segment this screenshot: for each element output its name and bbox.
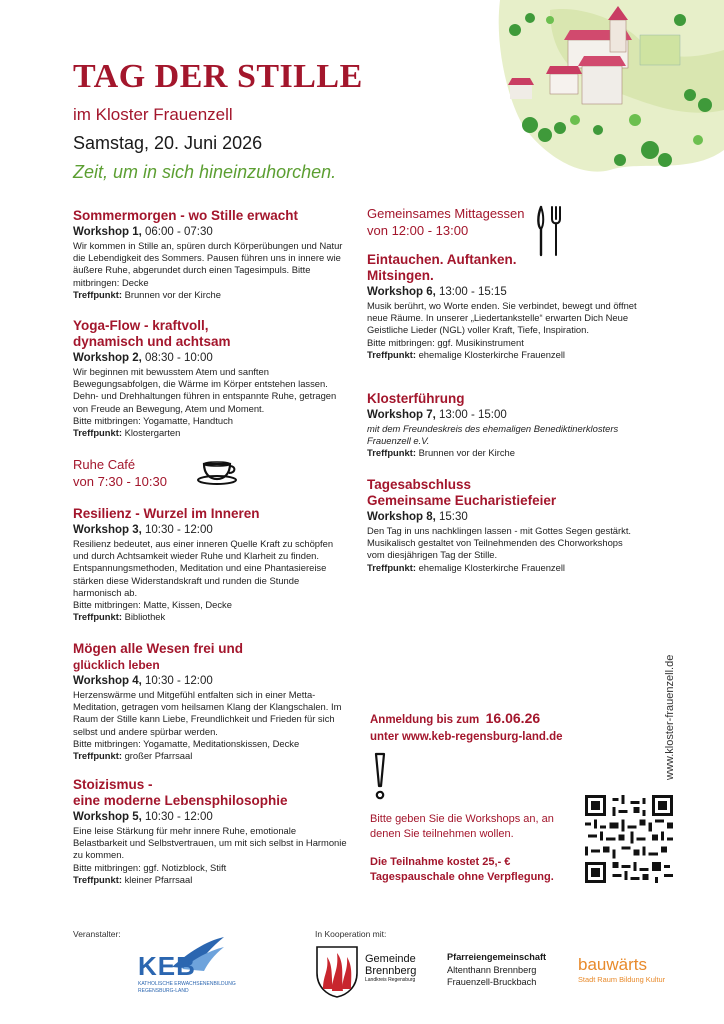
- workshop-7: [367, 391, 642, 460]
- cooperation-label: In Kooperation mit:: [315, 929, 387, 939]
- workshop-6: [367, 252, 642, 361]
- workshop-8-heading-1: Tagesabschluss: [367, 477, 472, 492]
- lunch-time: von 12:00 - 13:00: [367, 223, 469, 238]
- bauwaerts-subtitle: Stadt Raum Bildung Kultur: [578, 975, 666, 984]
- workshop-6-time: 13:00 - 15:15: [439, 286, 507, 298]
- meeting-point-label: Treffpunkt:: [73, 750, 122, 762]
- fee-info: Die Teilnahme kostet 25,- € Tagespauschale ohne Verpflegung.: [370, 856, 554, 883]
- workshop-3-label: Workshop 3,: [73, 524, 142, 536]
- pfarrei-line-1: Altenthann Brennberg: [447, 964, 537, 975]
- bauwaerts-logo: [578, 955, 665, 984]
- website-vertical[interactable]: www.kloster-frauenzell.de: [664, 654, 676, 780]
- workshop-6-heading-1: Eintauchen. Auftanken.: [367, 252, 517, 267]
- workshop-4-heading-1: Mögen alle Wesen frei und: [73, 641, 244, 656]
- workshop-6-desc: Musik berührt, wo Worte enden. Sie verbindet, bewegt und öffnet neue Räume. In unserer „Liedertankstelle“ erwarten Dich Neue Geistliche Lieder (NGL) voller Kraft, Tiefe, Inspiration.: [367, 300, 637, 336]
- page-title: TAG DER STILLE: [73, 58, 363, 95]
- workshop-6-label: Workshop 6,: [367, 286, 436, 298]
- workshop-4-label: Workshop 4,: [73, 675, 142, 687]
- workshop-2-heading-2: dynamisch und achtsam: [73, 334, 231, 349]
- workshop-5-time: 10:30 - 12:00: [145, 811, 213, 823]
- coffee-cup-icon: [196, 458, 240, 486]
- workshop-7-organizer: mit dem Freundeskreis des ehemaligen Benediktinerklosters Frauenzell e.V.: [367, 423, 619, 447]
- gemeinde-line-2: Brennberg: [365, 965, 417, 977]
- workshop-8-meeting-point: ehemalige Klosterkirche Frauenzell: [418, 561, 565, 573]
- workshop-2: [73, 318, 348, 439]
- keb-line-1: KATHOLISCHE ERWACHSENENBILDUNG: [138, 981, 236, 987]
- workshop-4-meeting-point: großer Pfarrsaal: [124, 750, 193, 762]
- pfarrei-title: Pfarreiengemeinschaft: [447, 952, 547, 962]
- keb-logo: [138, 933, 236, 1003]
- workshop-5-desc: Eine leise Stärkung für mehr innere Ruhe, emotionale Belastbarkeit und Selbstvertrauen, um mit sich selbst in Harmonie zu kommen.: [73, 825, 347, 861]
- workshop-4-bring: Bitte mitbringen: Yogamatte, Meditationskissen, Decke: [73, 737, 300, 749]
- tagline: Zeit, um in sich hineinzuhorchen.: [73, 162, 337, 182]
- workshop-8-desc: Den Tag in uns nachklingen lassen - mit Gottes Segen gestärkt. Musikalisch gestaltet von Teilnehmenden des Chorworkshops vom diesjährigen Tag der Stille.: [367, 525, 632, 561]
- coat-of-arms-icon: [315, 945, 359, 999]
- workshop-1-meeting-point: Brunnen vor der Kirche: [124, 288, 221, 300]
- workshop-1-heading: Sommermorgen - wo Stille erwacht: [73, 208, 299, 223]
- keb-line-2: REGENSBURG-LAND: [138, 988, 189, 994]
- monastery-illustration: [490, 0, 724, 190]
- workshop-6-meeting-point: ehemalige Klosterkirche Frauenzell: [418, 348, 565, 360]
- workshop-2-label: Workshop 2,: [73, 352, 142, 364]
- workshop-8-heading-2: Gemeinsame Eucharistiefeier: [367, 493, 557, 508]
- workshop-2-desc: Wir beginnen mit bewusstem Atem und sanften Bewegungsabfolgen, die Wärme im Körper entstehen lassen. Dehn- und Drehhaltungen führen in entspannte Ruhe, getragen von Freude an Bewegung, Atem und Moment.: [73, 366, 337, 414]
- gemeinde-logo: [315, 945, 435, 1000]
- cafe-info: [73, 456, 167, 490]
- workshop-4-heading-2: glücklich leben: [73, 658, 160, 672]
- keb-wordmark: KEB: [138, 951, 196, 981]
- workshop-7-heading: Klosterführung: [367, 391, 465, 406]
- workshop-5-heading-2: eine moderne Lebensphilosophie: [73, 793, 288, 808]
- page-subtitle: im Kloster Frauenzell: [73, 105, 233, 124]
- workshop-7-label: Workshop 7,: [367, 409, 436, 421]
- meeting-point-label: Treffpunkt:: [73, 288, 122, 300]
- meeting-point-label: Treffpunkt:: [73, 873, 122, 885]
- registration-deadline-date: 16.06.26: [485, 710, 541, 726]
- workshop-4-desc: Herzenswärme und Mitgefühl entfalten sich in einer Metta-Meditation, getragen vom heilsamen Klang der Klangschalen. Im Raum der Stille kann Liebe, Freundlichkeit und Frieden für sich selbst und andere spürbar werden.: [73, 689, 342, 737]
- workshop-7-time: 13:00 - 15:00: [439, 409, 507, 421]
- workshop-5-heading-1: Stoizismus -: [73, 777, 153, 792]
- workshop-4: [73, 641, 348, 762]
- workshop-3-desc: Resilienz bedeutet, aus einer inneren Quelle Kraft zu schöpfen und durch Achtsamkeit wieder Ruhe und Klarheit zu finden. Entspannungsmethoden, Meditation und eine Phantasiereise stärken diese Widerstandskraft und runden die Stunde harmonisch ab.: [73, 538, 334, 598]
- workshop-3-heading: Resilienz - Wurzel im Inneren: [73, 506, 260, 521]
- workshop-3-time: 10:30 - 12:00: [145, 524, 213, 536]
- qr-code[interactable]: [585, 795, 673, 883]
- cafe-time: von 7:30 - 10:30: [73, 474, 167, 489]
- registration-info: [370, 710, 610, 746]
- workshop-6-heading-2: Mitsingen.: [367, 268, 434, 283]
- workshop-3: [73, 506, 348, 623]
- exclamation-icon: [370, 752, 390, 802]
- gemeinde-line-1: Gemeinde: [365, 953, 416, 965]
- pfarrei-info: [447, 951, 546, 989]
- pfarrei-line-2: Frauenzell-Bruckbach: [447, 977, 537, 987]
- workshop-2-time: 08:30 - 10:00: [145, 352, 213, 364]
- workshop-8-label: Workshop 8,: [367, 511, 436, 523]
- workshop-1-label: Workshop 1,: [73, 226, 142, 238]
- workshop-2-heading-1: Yoga-Flow - kraftvoll,: [73, 318, 209, 333]
- workshop-2-meeting-point: Klostergarten: [124, 427, 181, 439]
- workshop-1-time: 06:00 - 07:30: [145, 226, 213, 238]
- workshop-5-bring: Bitte mitbringen: ggf. Notizblock, Stift: [73, 861, 227, 873]
- workshop-8: [367, 477, 642, 574]
- workshop-3-bring: Bitte mitbringen: Matte, Kissen, Decke: [73, 599, 232, 611]
- workshop-5-meeting-point: kleiner Pfarrsaal: [124, 873, 193, 885]
- workshop-2-bring: Bitte mitbringen: Yogamatte, Handtuch: [73, 414, 233, 426]
- meeting-point-label: Treffpunkt:: [73, 611, 122, 623]
- registration-link[interactable]: unter www.keb-regensburg-land.de: [370, 731, 563, 743]
- gemeinde-line-3: Landkreis Regensburg: [365, 977, 416, 983]
- workshop-1-desc: Wir kommen in Stille an, spüren durch Körperübungen und Natur die Lebendigkeit des Sommers. Pausen führen uns in innere wie äußere Ruhe, abgerundet durch einen Tagesimpuls. Bitte mitbringen: Decke: [73, 240, 343, 288]
- meeting-point-label: Treffpunkt:: [73, 427, 122, 439]
- organizer-label: Veranstalter:: [73, 929, 121, 939]
- workshop-note: Bitte geben Sie die Workshops an, an denen Sie teilnehmen wollen.: [370, 813, 554, 840]
- workshop-1: [73, 208, 348, 301]
- bauwaerts-wordmark: bauwärts: [578, 955, 647, 974]
- workshop-7-meeting-point: Brunnen vor der Kirche: [418, 447, 515, 459]
- lunch-info: [367, 205, 525, 239]
- lunch-title: Gemeinsames Mittagessen: [367, 206, 525, 221]
- workshop-6-bring: Bitte mitbringen: ggf. Musikinstrument: [367, 336, 524, 348]
- workshop-5-label: Workshop 5,: [73, 811, 142, 823]
- workshop-3-meeting-point: Bibliothek: [124, 611, 166, 623]
- cafe-title: Ruhe Café: [73, 457, 136, 472]
- workshop-4-time: 10:30 - 12:00: [145, 675, 213, 687]
- meeting-point-label: Treffpunkt:: [367, 447, 416, 459]
- workshop-8-time: 15:30: [439, 511, 468, 523]
- meeting-point-label: Treffpunkt:: [367, 561, 416, 573]
- workshop-5: [73, 777, 348, 886]
- registration-deadline-label: Anmeldung bis zum: [370, 714, 480, 726]
- event-date: Samstag, 20. Juni 2026: [73, 133, 263, 153]
- meeting-point-label: Treffpunkt:: [367, 348, 416, 360]
- cutlery-icon: [536, 205, 562, 257]
